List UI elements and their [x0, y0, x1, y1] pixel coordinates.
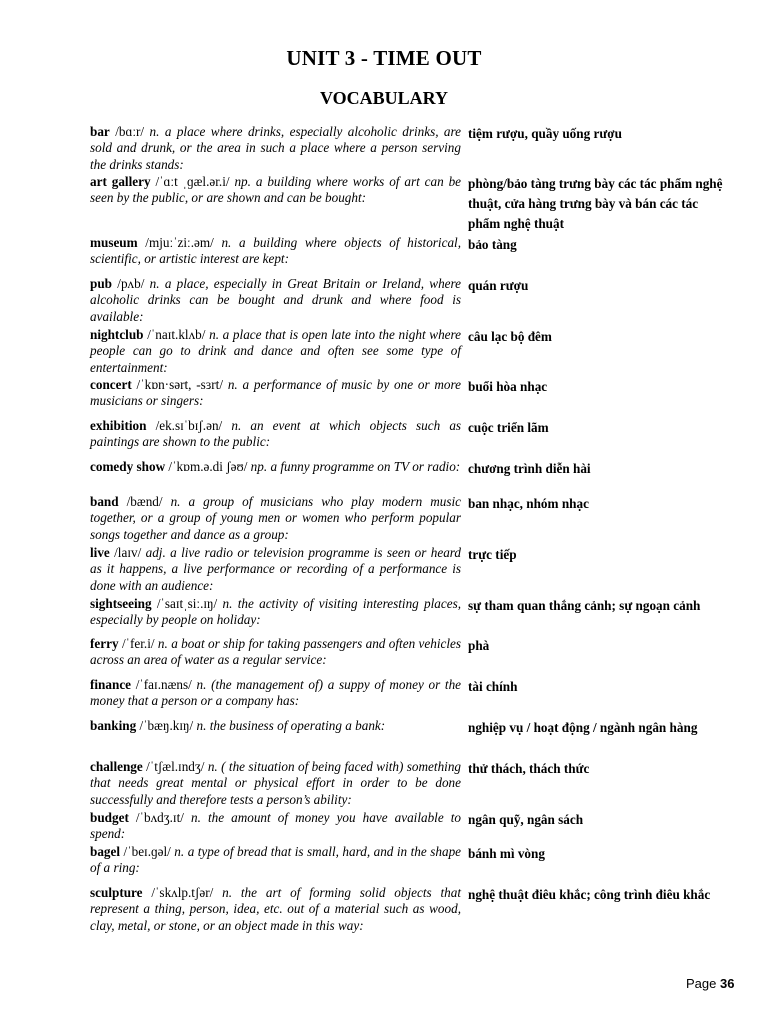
pronunciation: /mjuːˈziː.əm/	[145, 235, 214, 250]
vietnamese-translation: ban nhạc, nhóm nhạc	[468, 496, 589, 511]
part-of-speech: n.	[190, 810, 201, 825]
part-of-speech: n.	[196, 677, 207, 692]
meaning: a place that is open late into the night where people can go to drink and dance and often see some type of entertainment:	[90, 327, 462, 375]
headword: live	[90, 545, 110, 560]
vietnamese-translation: cuộc triển lãm	[468, 420, 549, 435]
headword: bar	[90, 124, 110, 139]
pronunciation: /ˈbeɪ.ɡəl/	[123, 844, 171, 859]
headword: pub	[90, 276, 113, 291]
definition	[90, 377, 461, 410]
vietnamese-translation: ngân quỹ, ngân sách	[468, 812, 584, 827]
part-of-speech: n.	[170, 494, 181, 509]
part-of-speech: n.	[222, 596, 233, 611]
pronunciation: /ˈtʃæl.ɪndʒ/	[146, 759, 205, 774]
headword: sculpture	[90, 885, 143, 900]
vietnamese-translation: câu lạc bộ đêm	[468, 329, 552, 344]
headword: ferry	[90, 636, 119, 651]
vietnamese-translation: tài chính	[468, 679, 518, 694]
headword: sightseeing	[90, 596, 152, 611]
headword: band	[90, 494, 119, 509]
meaning: a live radio or television programme is seen or heard as it happens, a live performance or recording of a performance is done with an audience:	[90, 545, 462, 593]
part-of-speech: n.	[231, 418, 242, 433]
meaning: the amount of money you have available to spend:	[90, 810, 462, 842]
definition	[90, 418, 461, 451]
meaning: a boat or ship for taking passengers and often vehicles across an area of water as a regular service:	[90, 636, 462, 668]
part-of-speech: n.	[174, 844, 185, 859]
pronunciation: /ˈɑːt ˌɡæl.ər.i/	[155, 174, 230, 189]
part-of-speech: n.	[157, 636, 168, 651]
meaning: a building where objects of historical, scientific, or artistic interest are kept:	[90, 235, 462, 267]
vietnamese-translation: nghiệp vụ / hoạt động / ngành ngân hàng	[468, 720, 698, 735]
definition	[90, 327, 461, 376]
vietnamese-translation: trực tiếp	[468, 547, 517, 562]
meaning: a place where drinks, especially alcoholic drinks, are sold and drunk, or the area in such a place where a person serving the drinks stands:	[90, 124, 462, 172]
definition	[90, 235, 461, 268]
vietnamese-translation: phà	[468, 638, 490, 653]
page-label: Page	[686, 976, 717, 991]
meaning: a group of musicians who play modern music together, or a group of young men or women who perform popular songs together and dance as a group:	[90, 494, 462, 542]
vietnamese-translation: tiệm rượu, quầy uống rượu	[468, 126, 622, 141]
part-of-speech: n.	[209, 327, 219, 342]
definition	[90, 276, 461, 325]
definition	[90, 494, 461, 543]
meaning: a building where works of art can be seen by the public, or are shown and can be bought:	[90, 174, 462, 206]
headword: bagel	[90, 844, 121, 859]
definition	[90, 545, 461, 594]
pronunciation: /ˈkɒm.ə.di ʃəʊ/	[168, 459, 248, 474]
pronunciation: /pʌb/	[117, 276, 145, 291]
definition	[90, 677, 461, 710]
page-footer	[686, 976, 734, 991]
definition	[90, 844, 461, 877]
meaning: the art of forming solid objects that represent a thing, person, idea, etc. out of a material such as wood, clay, metal, or stone, or an object made in this way:	[90, 885, 462, 933]
pronunciation: /ˈfer.i/	[121, 636, 155, 651]
headword: concert	[90, 377, 132, 392]
vietnamese-translation: thử thách, thách thức	[468, 761, 590, 776]
vietnamese-translation: buổi hòa nhạc	[468, 379, 548, 394]
meaning: the activity of visiting interesting places, especially by people on holiday:	[90, 596, 462, 628]
vietnamese-translation: quán rượu	[468, 278, 529, 293]
definition	[90, 718, 461, 734]
pronunciation: /ˈskʌlp.tʃər/	[151, 885, 214, 900]
meaning: (the management of) a suppy of money or the money that a person or a company has:	[90, 677, 462, 709]
definition	[90, 124, 461, 173]
headword: budget	[90, 810, 129, 825]
headword: nightclub	[90, 327, 144, 342]
vietnamese-translation: phòng/bảo tàng trưng bày các tác phẩm nghệ thuật, cửa hàng trưng bày và bán các tác phẩm nghệ thuật	[468, 176, 723, 231]
vietnamese-translation: bánh mì vòng	[468, 846, 545, 861]
meaning: an event at which objects such as paintings are shown to the public:	[90, 418, 462, 450]
part-of-speech: n.	[221, 235, 232, 250]
headword: art gallery	[90, 174, 151, 189]
part-of-speech: np.	[250, 459, 268, 474]
page-number: 36	[720, 976, 735, 991]
headword: banking	[90, 718, 137, 733]
part-of-speech: np.	[234, 174, 251, 189]
definition	[90, 885, 461, 934]
definition	[90, 636, 461, 669]
pronunciation: /ˈsaɪtˌsiː.ɪŋ/	[156, 596, 218, 611]
headword: challenge	[90, 759, 143, 774]
definition	[90, 810, 461, 843]
pronunciation: /ˈbʌdʒ.ɪt/	[135, 810, 184, 825]
headword: exhibition	[90, 418, 147, 433]
vietnamese-translation: nghệ thuật điêu khắc; công trình điêu khắc	[468, 887, 711, 902]
meaning: a type of bread that is small, hard, and in the shape of a ring:	[90, 844, 462, 876]
unit-title: UNIT 3 - TIME OUT	[286, 46, 482, 70]
definition	[90, 759, 461, 808]
headword: comedy show	[90, 459, 166, 474]
part-of-speech: n.	[149, 276, 160, 291]
pronunciation: /ˈbæŋ.kɪŋ/	[139, 718, 194, 733]
vietnamese-translation: bảo tàng	[468, 237, 517, 252]
definition	[90, 459, 461, 475]
part-of-speech: n.	[227, 377, 238, 392]
meaning: a performance of music by one or more musicians or singers:	[90, 377, 462, 409]
meaning: the business of operating a bank:	[209, 718, 386, 733]
meaning: a place, especially in Great Britain or Ireland, where alcoholic drinks can be bought and drunk and where food is available:	[90, 276, 462, 324]
pronunciation: /ˈnaɪt.klʌb/	[147, 327, 206, 342]
meaning: ( the situation of being faced with) something that needs great mental or physical effort in order to be done successfully and therefore tests a person’s ability:	[90, 759, 462, 807]
pronunciation: /laɪv/	[114, 545, 142, 560]
vietnamese-translation: chương trình diễn hài	[468, 461, 591, 476]
pronunciation: /ˈfaɪ.næns/	[135, 677, 192, 692]
definition	[90, 596, 461, 629]
pronunciation: /bɑːr/	[115, 124, 145, 139]
part-of-speech: adj.	[145, 545, 166, 560]
part-of-speech: n.	[196, 718, 207, 733]
vietnamese-translation: sự tham quan thắng cảnh; sự ngoạn cảnh	[468, 598, 701, 613]
pronunciation: /ˈkɒn·sərt, -sɜrt/	[136, 377, 224, 392]
definition	[90, 174, 461, 207]
part-of-speech: n.	[222, 885, 233, 900]
headword: museum	[90, 235, 138, 250]
part-of-speech: n.	[149, 124, 160, 139]
pronunciation: /bænd/	[126, 494, 163, 509]
headword: finance	[90, 677, 132, 692]
pronunciation: /ek.sɪˈbɪʃ.ən/	[155, 418, 223, 433]
section-title: VOCABULARY	[319, 88, 448, 108]
part-of-speech: n.	[207, 759, 218, 774]
meaning: a funny programme on TV or radio:	[270, 459, 461, 474]
